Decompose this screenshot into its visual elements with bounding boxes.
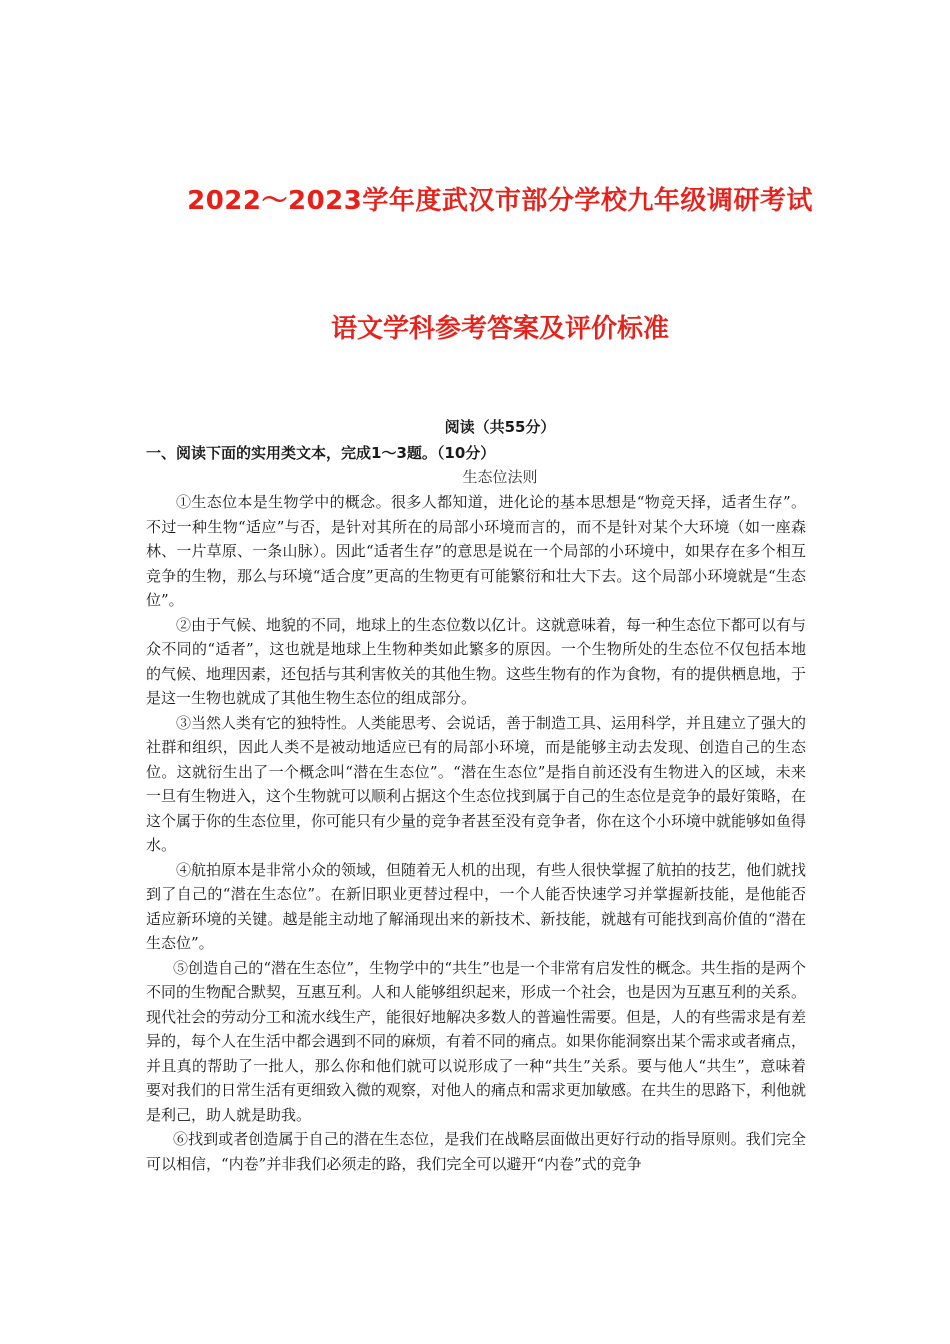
article-title: 生态位法则 — [462, 468, 538, 486]
paragraph-5: ⑤创造自己的“潜在生态位”，生物学中的“共生”也是一个非常有启发性的概念。共生指的是两个不同的生物配合默契，互惠互利。人和人能够组织起来，形成一个社会，也是因为互惠互利的关系。现代社会的劳动分工和流水线生产，能很好地解决多数人的普遍性需要。但是，人的有些需求是有差异的，每个人在生活中都会遇到不同的麻烦，有着不同的痛点。如果你能洞察出某个需求或者痛点，并且真的帮助了一批人，那么你和他们就可以说形成了一种“共生”关系。要与他人“共生”，意味着要对我们的日常生活有更细致入微的观察，对他人的痛点和需求更加敏感。在共生的思路下，利他就是利己，助人就是助我。 — [146, 958, 807, 1124]
document-subtitle: 语文学科参考答案及评价标准 — [330, 314, 669, 344]
paragraph-6: ⑥找到或者创造属于自己的潜在生态位，是我们在战略层面做出更好行动的指导原则。我们完全可以相信，“内卷”并非我们必须走的路，我们完全可以避开“内卷”式的竞争 — [146, 1130, 806, 1173]
section-heading: 阅读（共55分） — [444, 418, 556, 436]
question-heading: 一、阅读下面的实用类文本，完成1～3题。（10分） — [146, 444, 496, 462]
paragraph-2: ②由于气候、地貌的不同，地球上的生态位数以亿计。这就意味着，每一种生态位下都可以有与众不同的“适者”，这也就是地球上生物种类如此繁多的原因。一个生物所处的生态位不仅包括本地的气候、地理因素，还包括与其利害攸关的其他生物。这些生物有的作为食物，有的提供栖息地，于是这一生物也就成了其他生物生态位的组成部分。 — [146, 615, 807, 707]
paragraph-4: ④航拍原本是非常小众的领域，但随着无人机的出现，有些人很快掌握了航拍的技艺，他们就找到了自己的“潜在生态位”。在新旧职业更替过程中，一个人能否快速学习并掌握新技能，是他能否适应新环境的关键。越是能主动地了解涌现出来的新技术、新技能，就越有可能找到高价值的“潜在生态位”。 — [146, 860, 807, 952]
paragraph-1: ①生态位本是生物学中的概念。很多人都知道，进化论的基本思想是“物竞天择，适者生存”。不过一种生物“适应”与否，是针对其所在的局部小环境而言的，而不是针对某个大环境（如一座森林、一片草原、一条山脉）。因此“适者生存”的意思是说在一个局部的小环境中，如果存在多个相互竞争的生物，那么与环境“适合度”更高的生物更有可能繁衍和壮大下去。这个局部小环境就是“生态位”。 — [146, 493, 806, 609]
document-title: 2022～2023学年度武汉市部分学校九年级调研考试 — [187, 186, 813, 216]
paragraph-3: ③当然人类有它的独特性。人类能思考、会说话，善于制造工具、运用科学，并且建立了强大的社群和组织，因此人类不是被动地适应已有的局部小环境，而是能够主动去发现、创造自己的生态位。这就衍生出了一个概念叫“潜在生态位”。“潜在生态位”是指自前还没有生物进入的区域，未来一旦有生物进入，这个生物就可以顺利占据这个生态位找到属于自己的生态位是竞争的最好策略，在这个属于你的生态位里，你可能只有少量的竞争者甚至没有竞争者，你在这个小环境中就能够如鱼得水。 — [146, 713, 807, 854]
article-body — [146, 490, 806, 1176]
